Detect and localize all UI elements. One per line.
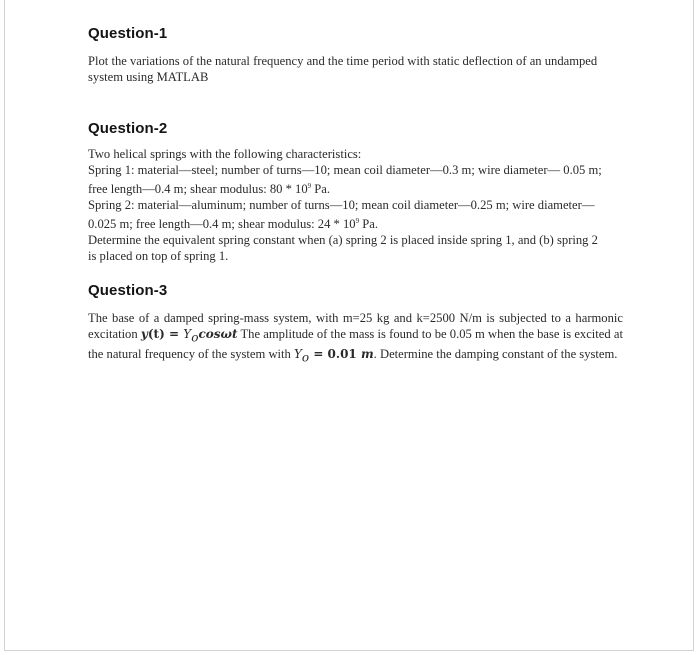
amplitude-Y: Y (293, 346, 302, 361)
question-2-determine-line-2: is placed on top of spring 1. (88, 249, 229, 264)
spring-2-unit: Pa. (359, 217, 378, 232)
question-2-text (88, 146, 623, 264)
equation-cos-omega-t: cosωt (198, 327, 238, 342)
equation-equals: = (164, 327, 184, 342)
question-2-intro: Two helical springs with the following characteristics: (88, 147, 362, 161)
spring-1-line-1: Spring 1: material—steel; number of turns—10; mean coil diameter—0.3 m; wire diameter— 0.05 m; (88, 163, 602, 177)
question-1-line-1: Plot the variations of the natural frequency and the time period with static deflection of an undamped (88, 54, 598, 68)
spring-2-line-2 (88, 213, 623, 232)
amplitude-unit: m (360, 346, 374, 361)
document-page (4, 0, 694, 651)
document-content (88, 25, 623, 365)
amplitude-Y-subscript: o (301, 350, 310, 365)
question-3-text-part-1: The base of a damped spring-mass system, with m=25 kg and k=2500 N/m is subjected to a harmonic excitation (88, 311, 623, 342)
spring-2-line-1: Spring 2: material—aluminum; number of turns—10; mean coil diameter—0.25 m; wire diameter— (88, 198, 595, 213)
question-2-determine-line-1: Determine the equivalent spring constant when (a) spring 2 is placed inside spring 1, and (b) spring 2 (88, 233, 598, 248)
question-1-line-2: system using MATLAB (88, 70, 209, 84)
question-1-text (88, 53, 623, 85)
question-1-title: Question-1 (88, 25, 168, 42)
question-3-text-part-3: . Determine the damping constant of the system. (373, 346, 618, 361)
equation-t: (t) (147, 327, 165, 342)
equation-Y-subscript: o (191, 330, 199, 345)
question-3-text-part-2: The amplitude of the mass is found to be 0.05 m when the base is excited at the natural frequency of the system with (88, 327, 623, 361)
amplitude-value: = 0.01 (309, 346, 361, 361)
question-3-title: Question-3 (88, 282, 168, 300)
spring-1-unit: Pa. (311, 182, 331, 197)
equation-Y: Y (183, 327, 192, 342)
spring-1-line-2 (88, 178, 623, 197)
question-3-text (88, 310, 623, 365)
spring-1-modulus: free length—0.4 m; shear modulus: 80 * 10 (88, 182, 308, 197)
spring-1-exponent: 9 (307, 182, 312, 190)
equation-y: y (140, 327, 148, 342)
question-2-title: Question-2 (88, 120, 168, 137)
spring-2-modulus: 0.025 m; free length—0.4 m; shear modulus: 24 * 10 (88, 217, 356, 232)
spring-2-exponent: 9 (355, 217, 360, 226)
